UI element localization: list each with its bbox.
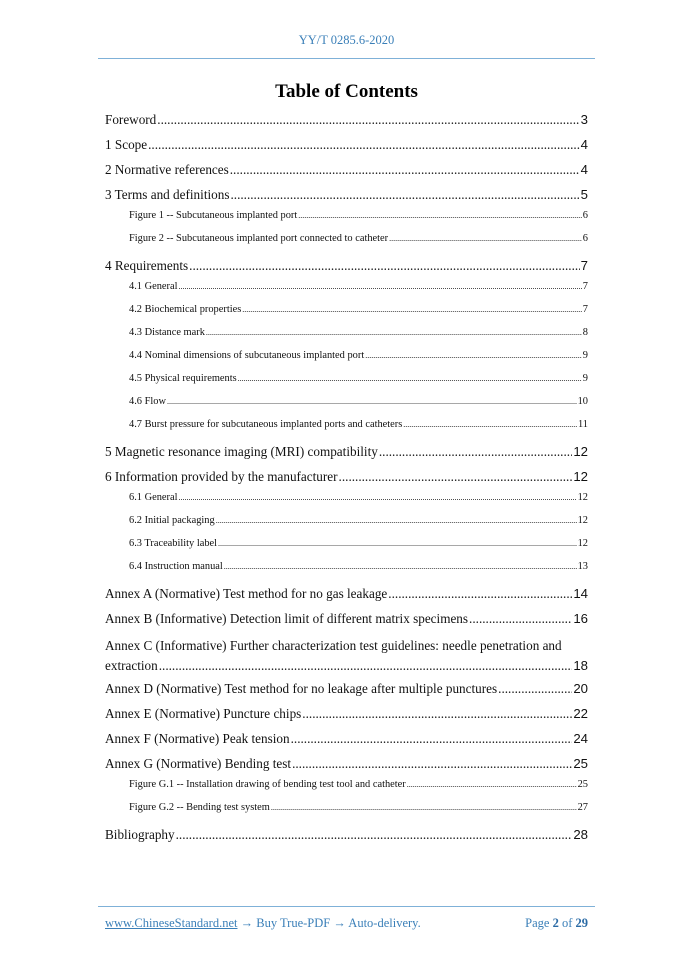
toc-entry-mri[interactable]: 5 Magnetic resonance imaging (MRI) compatibility ..... 12 (105, 444, 588, 460)
toc-entry-4-5[interactable]: 4.5 Physical requirements ..... 9 (105, 373, 588, 384)
toc-entry-requirements[interactable]: 4 Requirements ..... 7 (105, 258, 588, 274)
toc-entry-figure-1[interactable]: Figure 1 -- Subcutaneous implanted port ..... 6 (105, 210, 588, 221)
toc-entry-4-3[interactable]: 4.3 Distance mark ..... 8 (105, 327, 588, 338)
toc-entry-4-2[interactable]: 4.2 Biochemical properties ..... 7 (105, 304, 588, 315)
toc-entry-bibliography[interactable]: Bibliography ..... 28 (105, 827, 588, 843)
toc-entry-foreword[interactable]: Foreword ..... 3 (105, 112, 588, 128)
toc-entry-6-4[interactable]: 6.4 Instruction manual ..... 13 (105, 561, 588, 572)
running-header: YY/T 0285.6-2020 (298, 33, 395, 47)
toc-entry-figure-g2[interactable]: Figure G.2 -- Bending test system ..... 27 (105, 802, 588, 813)
toc-entry-4-1[interactable]: 4.1 General ..... 7 (105, 281, 588, 292)
toc-entry-4-4[interactable]: 4.4 Nominal dimensions of subcutaneous implanted port ..... 9 (105, 350, 588, 361)
toc-entry-scope[interactable]: 1 Scope ..... 4 (105, 137, 588, 153)
toc-entry-6-3[interactable]: 6.3 Traceability label ..... 12 (105, 538, 588, 549)
toc-entry-annex-f[interactable]: Annex F (Normative) Peak tension ..... 24 (105, 731, 588, 747)
toc-entry-annex-d[interactable]: Annex D (Normative) Test method for no leakage after multiple punctures ..... 20 (105, 681, 588, 697)
toc-entry-annex-a[interactable]: Annex A (Normative) Test method for no gas leakage ..... 14 (105, 586, 588, 602)
toc-entry-annex-c[interactable]: Annex C (Informative) Further characterization test guidelines: needle penetration and extraction ..... 18 (105, 636, 588, 676)
toc-entry-annex-e[interactable]: Annex E (Normative) Puncture chips ..... 22 (105, 706, 588, 722)
toc-entry-normative-references[interactable]: 2 Normative references ..... 4 (105, 162, 588, 178)
header-divider (98, 58, 595, 59)
toc-entry-4-6[interactable]: 4.6 Flow ..... 10 (105, 396, 588, 407)
page-footer (105, 916, 588, 931)
toc-entry-figure-2[interactable]: Figure 2 -- Subcutaneous implanted port connected to catheter ..... 6 (105, 233, 588, 244)
page-title: Table of Contents (275, 81, 418, 102)
toc-entry-6-2[interactable]: 6.2 Initial packaging ..... 12 (105, 515, 588, 526)
footer-promo: www.ChineseStandard.net → Buy True-PDF → Auto-delivery. (105, 916, 421, 930)
website-link[interactable]: www.ChineseStandard.net (105, 916, 238, 930)
toc-entry-annex-b[interactable]: Annex B (Informative) Detection limit of different matrix specimens ..... 16 (105, 611, 588, 627)
toc-entry-terms-definitions[interactable]: 3 Terms and definitions ..... 5 (105, 187, 588, 203)
page-indicator: Page 2 of 29 (525, 916, 588, 930)
toc-entry-annex-g[interactable]: Annex G (Normative) Bending test ..... 25 (105, 756, 588, 772)
toc-entry-4-7[interactable]: 4.7 Burst pressure for subcutaneous implanted ports and catheters ..... 11 (105, 419, 588, 430)
toc-entry-6-1[interactable]: 6.1 General ..... 12 (105, 492, 588, 503)
toc-entry-figure-g1[interactable]: Figure G.1 -- Installation drawing of bending test tool and catheter ..... 25 (105, 779, 588, 790)
footer-divider (98, 906, 595, 907)
toc-entry-information[interactable]: 6 Information provided by the manufacturer ..... 12 (105, 469, 588, 485)
